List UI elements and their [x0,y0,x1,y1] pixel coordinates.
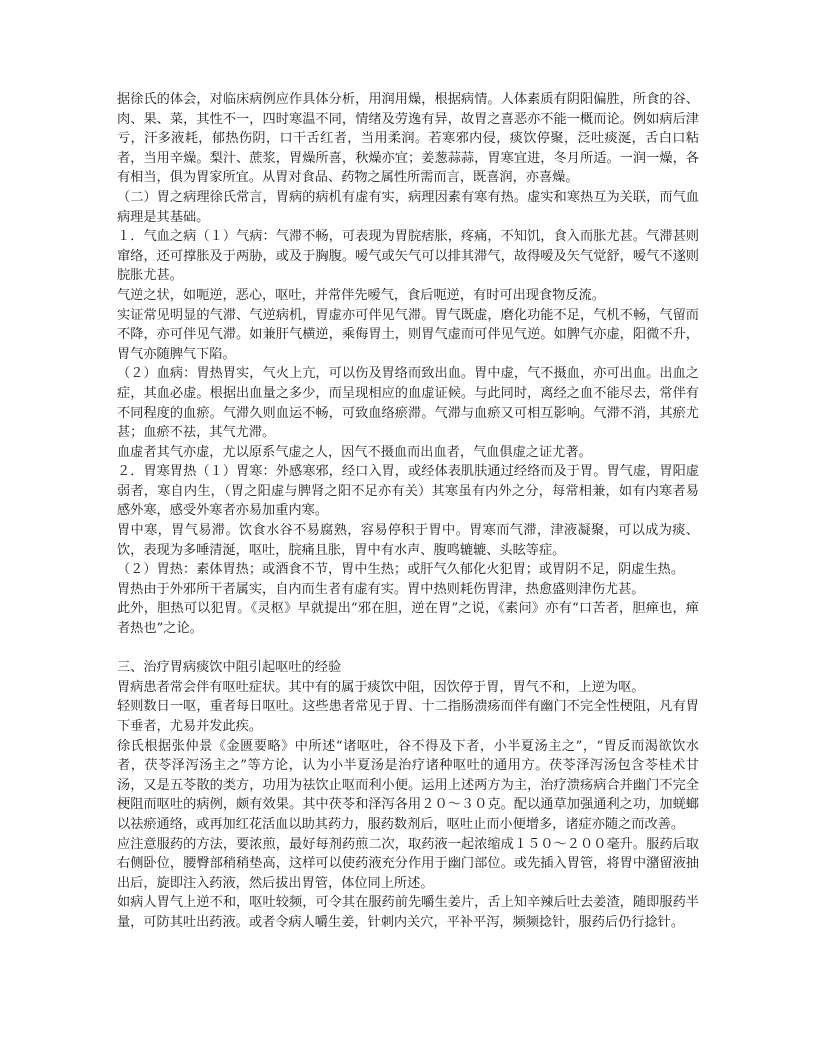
document-body [117,90,699,933]
paragraph-treatment-formula: 徐氏根据张仲景《金匮要略》中所述“诸呕吐，谷不得及下者，小半夏汤主之”，“胃反而渴欲饮水者，茯苓泽泻汤主之”等方论，认为小半夏汤是治疗诸种呕吐的通用方。茯苓泽泻汤包含苓桂术甘汤，又是五苓散的类方，功用为祛饮止呕而利小便。运用上述两方为主，治疗溃疡病合并幽门不完全梗阻而呕吐的病例，颇有效果。其中茯苓和泽泻各用２０～３０克。配以通草加强通利之功，加蜣螂以祛瘀通络，或再加红花活血以助其药力，服药数剂后，呕吐止而小便增多，诸症亦随之而改善。 [117,738,699,832]
paragraph-stomach-heat: （２）胃热：素体胃热；或酒食不节，胃中生热；或肝气久郁化火犯胃；或胃阴不足，阴虚生热。 [117,562,685,578]
paragraph-vomiting-frequency: 轻则数日一呕，重者每日呕吐。这些患者常见于胃、十二指肠溃疡而伴有幽门不完全性梗阻，凡有胃下垂者，尤易并发此疾。 [117,699,699,734]
section-heading-vomiting: 三、治疗胃病痰饮中阻引起呕吐的经验 [117,660,342,676]
paragraph-spacer [117,639,699,659]
paragraph-excess-deficiency: 实证常见明显的气滞、气逆病机，胃虚亦可伴见气滞。胃气既虚，磨化功能不足，气机不畅，气留而不降，亦可伴见气滞。如兼肝气横逆，乘侮胃土，则胃气虚而可伴见气逆。如脾气亦虚，阳微不升，胃气亦随脾气下陷。 [117,307,699,362]
paragraph-stomach-cold: ２．胃寒胃热（１）胃寒：外感寒邪，经口入胃，或经体表肌肤通过经络而及于胃。胃气虚，胃阳虚弱者，寒自内生，（胃之阳虚与脾肾之阳不足亦有关）其寒虽有内外之分，每常相兼，如有内寒者易感外寒，感受外寒者亦易加重内寒。 [117,464,699,519]
paragraph-gallbladder-heat: 此外，胆热可以犯胃。《灵枢》早就提出“邪在胆，逆在胃”之说，《素问》亦有“口苦者，胆瘅也，瘅者热也”之论。 [117,601,699,637]
paragraph-ginger-acupuncture: 如病人胃气上逆不和，呕吐较频，可令其在服药前先嚼生姜片，舌上知辛辣后吐去姜渣，随即服药半量，可防其吐出药液。或者令病人嚼生姜，针刺内关穴，平补平泻，频频捻针，服药后仍行捻针。 [117,895,699,930]
paragraph-pathology-heading: （二）胃之病理徐氏常言，胃病的病机有虚有实，病理因素有寒有热。虚实和寒热互为关联，而气血病理是其基础。 [117,189,699,225]
paragraph-blood-disease: （２）血病：胃热胃实，气火上亢，可以伤及胃络而致出血。胃中虚，气不摄血，亦可出血。出血之症，其血必虚。根据出血量之多少，而呈现相应的血虚证候。与此同时，离经之血不能尽去，常伴有不同程度的血瘀。气滞久则血运不畅，可致血络瘀滞。气滞与血瘀又可相互影响。气滞不消，其瘀尤甚；血瘀不祛，其气尤滞。 [117,366,699,441]
paragraph-intro: 据徐氏的体会，对临床病例应作具体分析，用润用燥，根据病情。人体素质有阴阳偏胜，所食的谷、肉、果、菜，其性不一，四时寒温不同，情绪及劳逸有异，故胃之喜恶亦不能一概而论。例如病后津亏，汗多液耗，郁热伤阴，口干舌红者，当用柔润。若寒邪内侵，痰饮停聚，泛吐痰涎，舌白口粘者，当用辛燥。梨汁、蔗浆，胃燥所喜，秋燥亦宜；姜葱蒜蒜，胃寒宜进，冬月所适。一润一燥，各有相当，俱为胃家所宜。从胃对食品、药物之属性所需而言，既喜润，亦喜燥。 [117,92,699,186]
paragraph-vomiting-intro: 胃病患者常会伴有呕吐症状。其中有的属于痰饮中阻，因饮停于胃，胃气不和，上逆为呕。 [117,679,645,695]
paragraph-qi-reversal: 气逆之状，如呃逆，恶心，呕吐，并常伴先嗳气，食后呃逆，有时可出现食物反流。 [117,287,605,303]
paragraph-qi-disease: １．气血之病（１）气病：气滞不畅，可表现为胃脘痞胀，疼痛，不知饥，食入而胀尤甚。气滞甚则窜络，还可撑胀及于两胁，或及于胸腹。嗳气或矢气可以排其滞气，故得嗳及矢气觉舒，嗳气不遂则脘胀尤甚。 [117,229,699,284]
paragraph-administration-method: 应注意服药的方法，要浓煎，最好每剂药煎二次，取药液一起浓缩成１５０～２００毫升。服药后取右侧卧位，腰臀部稍稍垫高，这样可以使药液充分作用于幽门部位。或先插入胃管，将胃中潴留液抽出后，旋即注入药液，然后拔出胃管，体位同上所述。 [117,836,699,891]
paragraph-cold-stagnation: 胃中寒，胃气易滞。饮食水谷不易腐熟，容易停积于胃中。胃寒而气滞，津液凝聚，可以成为痰、饮，表现为多唾清涎，呕吐，脘痛且胀，胃中有水声、腹鸣辘辘、头眩等症。 [117,523,699,558]
paragraph-heat-cause: 胃热由于外邪所干者属实，自内而生者有虚有实。胃中热则耗伤胃津，热愈盛则津伤尤甚。 [117,581,645,597]
paragraph-blood-deficiency: 血虚者其气亦虚，尤以原系气虚之人，因气不摄血而出血者，气血俱虚之证尤著。 [117,444,592,460]
